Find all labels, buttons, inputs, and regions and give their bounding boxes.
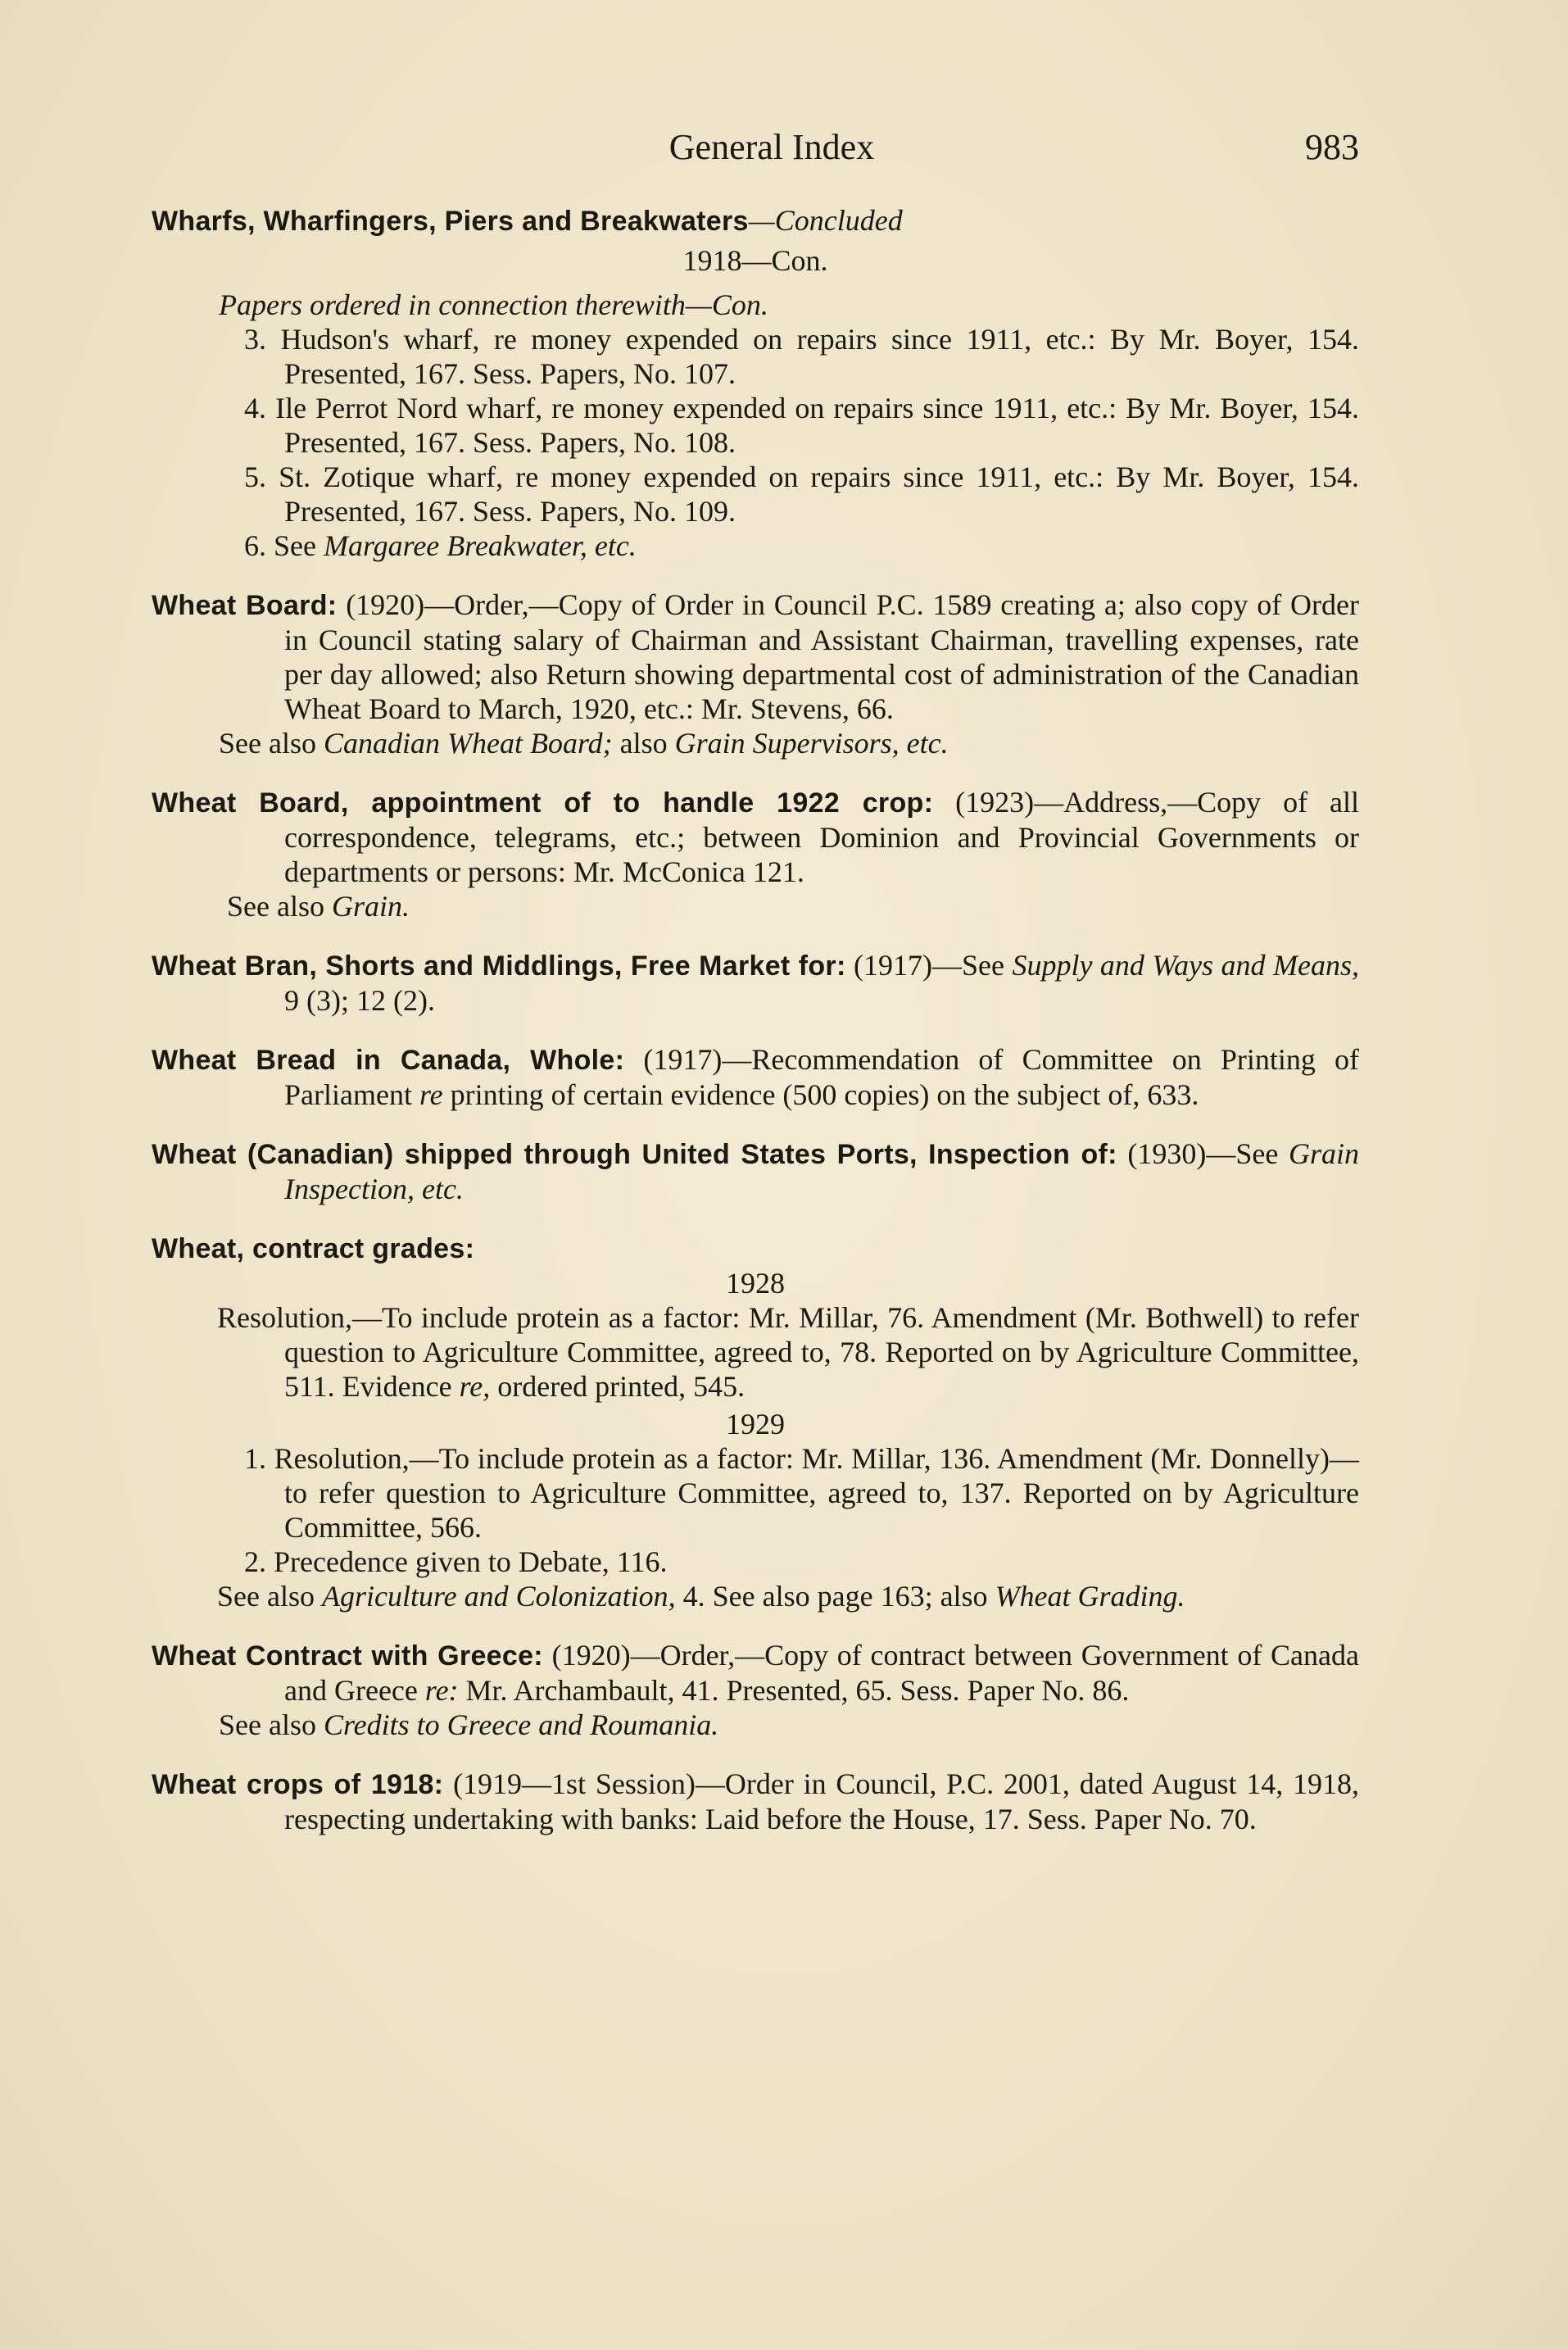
see-also [152,1579,1359,1613]
item-number: 5. [244,460,266,493]
see-also-label: See also [219,1708,324,1741]
item-number: 6. [244,529,266,562]
list-item [152,1545,1359,1579]
index-entry-wheat-bran [152,948,1359,1018]
resolution-text: ordered printed, 545. [490,1370,745,1403]
list-item [152,322,1359,391]
running-title: General Index [668,127,875,167]
entry-heading: Wheat Board: [152,590,338,621]
entry-body [152,785,1359,889]
item-number: 3. [244,323,266,356]
year-label: 1918—Con. [682,244,828,277]
entry-text: (1920)—Order,—Copy of Order in Council P.C. 1589 creating a; also copy of Order in Council stating salary of Chairman and Assistant Chairman, travelling expenses, rate per day allowed; also Return showing departmental cost of administration of the Canadian Wheat Board to March, 1920, etc.: Mr. Stevens, 66. [284,588,1359,725]
entry-heading: Wheat Bread in Canada, Whole: [152,1045,625,1076]
see-also-ref: Wheat Grading. [995,1580,1185,1613]
see-also-ref: Credits to Greece and Roumania. [323,1708,719,1741]
item-number: 1. [244,1442,266,1475]
subheading-text: Papers ordered in connection therewith—Con. [219,288,768,321]
entry-text-italic: Grain Inspection, etc. [284,1137,1359,1205]
entry-heading: Wheat, contract grades: [152,1233,475,1264]
entry-body [152,948,1359,1018]
item-number: 2. [244,1545,266,1578]
see-also-ref: Grain Supervisors, etc. [674,727,949,760]
entry-text: Mr. Archambault, 41. Presented, 65. Sess. Paper No. 86. [458,1674,1130,1707]
see-also [152,726,1359,760]
see-also-label: See also [227,890,332,923]
page-number: 983 [1305,127,1359,167]
see-also-joiner: also [612,727,675,760]
index-entry-wheat-contract-grades [152,1231,1359,1613]
entry-body [152,588,1359,726]
entry-text-italic: re: [424,1674,459,1707]
list-item [152,529,1359,563]
index-entry-wharfs [152,203,1359,563]
list-item [152,391,1359,460]
entry-text: (1919—1st Session)—Order in Council, P.C. 2001, dated August 14, 1918, respecting undertaking with banks: Laid before the House, 17. Sess. Paper No. 70. [284,1767,1359,1835]
entry-subheading [152,288,1359,322]
entry-heading: Wheat Board, appointment of to handle 1922 crop: [152,787,934,819]
entry-text: (1923)—Address,—Copy of all correspondence, telegrams, etc.; between Dominion and Provincial Governments or departments or persons: Mr. McConica 121. [284,786,1359,888]
year-label: 1928 [726,1267,785,1300]
see-also [152,1708,1359,1742]
entry-text: (1920)—Order,—Copy of contract between Government of Canada and Greece [284,1639,1359,1707]
entry-text: 9 (3); 12 (2). [284,984,435,1017]
index-entry-wheat-bread [152,1042,1359,1112]
entry-heading: Wheat Contract with Greece: [152,1640,543,1672]
item-text: Hudson's wharf, re money expended on repairs since 1911, etc.: By Mr. Boyer, 154. Presented, 167. Sess. Papers, No. 107. [280,323,1359,390]
index-entry-wheat-board [152,588,1359,760]
year-label: 1929 [726,1408,785,1440]
see-also [152,889,1359,923]
item-text: See [274,529,324,562]
page-header [152,123,1359,172]
entry-body [152,1042,1359,1112]
entry-body [152,1638,1359,1708]
see-also-label: See also [217,1580,322,1613]
entry-heading: Wheat crops of 1918: [152,1769,444,1800]
entry-text-italic: re [419,1078,443,1111]
entry-body [152,1767,1359,1836]
see-also-joiner: 4. See also page 163; also [675,1580,995,1613]
list-item [152,1441,1359,1545]
entry-text [152,1300,1359,1404]
entry-text: (1930)—See [1117,1137,1289,1170]
entry-heading: Wharfs, Wharfingers, Piers and Breakwaters [152,206,749,237]
entry-body [152,1136,1359,1206]
see-also-label: See also [219,727,324,760]
index-entry-wheat-contract-greece [152,1638,1359,1742]
index-entry-wheat-board-1922 [152,785,1359,923]
entry-heading-suffix: —Concluded [748,204,903,237]
entry-heading: Wheat (Canadian) shipped through United States Ports, Inspection of: [152,1139,1117,1170]
index-entry-wheat-canadian [152,1136,1359,1206]
item-text: Resolution,—To include protein as a factor: Mr. Millar, 136. Amendment (Mr. Donnelly)—to refer question to Agriculture Committee, agreed to, 137. Reported on by Agriculture Committee, 566. [274,1442,1359,1544]
item-text: St. Zotique wharf, re money expended on repairs since 1911, etc.: By Mr. Boyer, 154. Presented, 167. Sess. Papers, No. 109. [279,460,1360,528]
item-text: Ile Perrot Nord wharf, re money expended on repairs since 1911, etc.: By Mr. Boyer, 154. Presented, 167. Sess. Papers, No. 108. [275,392,1360,459]
entry-heading: Wheat Bran, Shorts and Middlings, Free Market for: [152,950,846,982]
resolution-text: Resolution,—To include protein as a factor: Mr. Millar, 76. Amendment (Mr. Bothwell) to refer question to Agriculture Committee, agreed to, 78. Reported on by Agriculture Committee, 511. Evidence [217,1301,1359,1403]
see-also-ref: Agriculture and Colonization, [321,1580,676,1613]
list-item [152,460,1359,529]
item-number: 4. [244,392,266,424]
item-text: Precedence given to Debate, 116. [274,1545,668,1578]
entry-text-italic: Supply and Ways and Means, [1012,949,1359,982]
see-also-ref: Canadian Wheat Board; [323,727,613,760]
index-entry-wheat-crops-1918 [152,1767,1359,1836]
entry-year [152,243,1359,278]
item-text-italic: Margaree Breakwater, etc. [323,529,637,562]
entry-text: (1917)—Recommendation of Committee on Printing of Parliament [284,1043,1359,1111]
see-also-ref: Grain. [331,890,410,923]
entry-text: printing of certain evidence (500 copies) on the subject of, 633. [442,1078,1199,1111]
resolution-italic: re, [459,1370,491,1403]
entry-text: (1917)—See [845,949,1013,982]
